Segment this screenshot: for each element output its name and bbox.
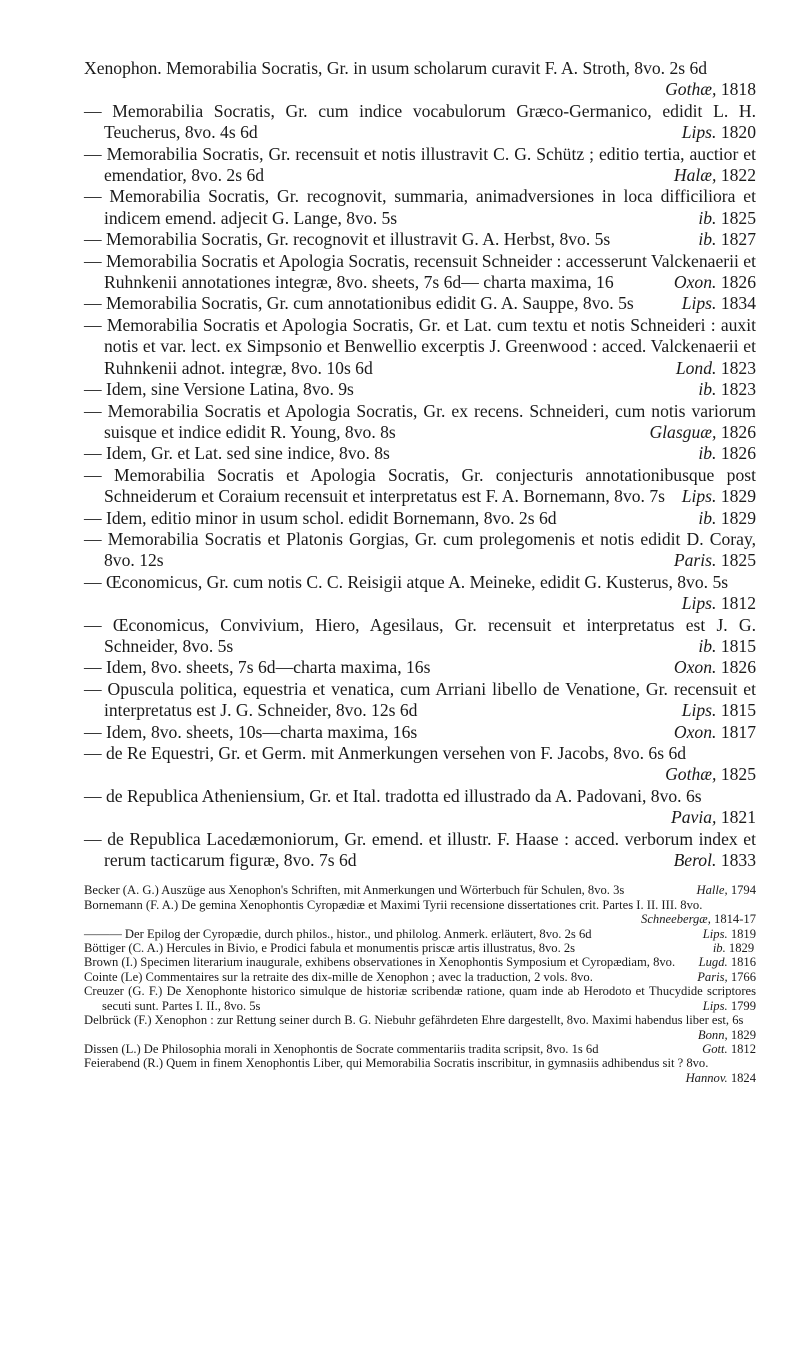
entry-place: Lips. bbox=[702, 998, 728, 1013]
entry-imprint bbox=[673, 721, 756, 743]
entry-text: ——— Der Epilog der Cyropædie, durch philos., histor., und philolog. Anmerk. erläutert, 8vo. 2s 6d bbox=[84, 926, 592, 941]
entry-text: Memorabilia Socratis et Apologia Socratis, Gr. ex recens. Schneideri, cum notis variorum suisque et indice edidit R. Young, 8vo. 8s bbox=[104, 400, 756, 442]
entry-imprint bbox=[697, 1027, 756, 1042]
entry-year: 1827 bbox=[720, 229, 756, 250]
entry-year: 1820 bbox=[720, 122, 756, 143]
catalogue-entry bbox=[84, 443, 756, 464]
entry-text: Becker (A. G.) Auszüge aus Xenophon's Schriften, mit Anmerkungen und Wörterbuch für Schulen, 8vo. 3s bbox=[84, 883, 625, 898]
entry-imprint bbox=[681, 486, 756, 507]
entry-year: 1815 bbox=[720, 635, 756, 656]
entry-imprint bbox=[681, 700, 756, 721]
entry-imprint bbox=[675, 357, 756, 379]
entry-year: 1794 bbox=[730, 883, 756, 898]
catalogue-entry bbox=[84, 657, 756, 678]
entry-place: ib. bbox=[698, 635, 717, 656]
entry-text: Memorabilia Socratis et Platonis Gorgias, Gr. cum prolegomenis et notis edidit D. Coray, 8vo. 12s bbox=[104, 528, 756, 571]
entry-year: 1829 bbox=[728, 941, 755, 956]
entry-dash: — bbox=[84, 186, 102, 207]
entry-dash: — bbox=[84, 571, 102, 592]
entry-year: 1826 bbox=[720, 443, 756, 464]
reference-entry bbox=[84, 898, 756, 927]
entry-place: Lips. bbox=[681, 486, 717, 507]
catalogue-entry bbox=[84, 229, 756, 250]
entry-dash: — bbox=[84, 229, 102, 250]
entry-place: Berol. bbox=[673, 850, 717, 871]
entry-year: 1824 bbox=[730, 1070, 756, 1085]
reference-entry bbox=[84, 1013, 756, 1042]
catalogue-entry bbox=[84, 186, 756, 229]
entry-dash: — bbox=[84, 400, 102, 421]
catalogue-entry bbox=[84, 315, 756, 379]
catalogue-entry bbox=[84, 401, 756, 444]
entry-text: Memorabilia Socratis, Gr. recognovit, summaria, animadversiones in loca difficiliora et indicem emend. adjecit G. Lange, 8vo. 5s bbox=[104, 186, 756, 228]
entry-text: Memorabilia Socratis et Apologia Socratis, Gr. conjecturis annotationibusque post Schneiderum et Coraium recensuit et interpretatus est F. A. Bornemann, 8vo. 7s bbox=[104, 464, 756, 507]
entry-imprint bbox=[681, 593, 756, 614]
secondary-entries bbox=[84, 883, 756, 1085]
reference-entry bbox=[84, 883, 756, 897]
entry-text: Opuscula politica, equestria et venatica, cum Arriani libello de Venatione, Gr. recensuit et interpretatus est J. G. Schneider, 8vo. 12s 6d bbox=[104, 678, 756, 721]
catalogue-entry bbox=[84, 615, 756, 658]
entry-text: Cointe (Le) Commentaires sur la retraite des dix-mille de Xenophon ; avec la traduction, 2 vols. 8vo. bbox=[84, 969, 593, 984]
entry-year: 1826 bbox=[720, 421, 756, 442]
entry-place: ib. bbox=[698, 443, 717, 464]
reference-entry bbox=[84, 1042, 756, 1056]
entry-dash: — bbox=[84, 443, 102, 464]
entry-place: Oxon. bbox=[673, 657, 717, 678]
entry-imprint bbox=[673, 550, 756, 571]
entry-dash: — bbox=[84, 614, 102, 635]
catalogue-entry bbox=[84, 508, 756, 529]
entry-imprint bbox=[702, 926, 756, 941]
entry-imprint bbox=[641, 912, 756, 927]
entry-imprint bbox=[665, 79, 756, 100]
catalogue-entry bbox=[84, 144, 756, 187]
catalogue-entry bbox=[84, 465, 756, 508]
entry-imprint bbox=[696, 883, 756, 898]
entry-year: 1815 bbox=[720, 700, 756, 721]
entry-place: Lips. bbox=[702, 926, 728, 941]
entry-year: 1829 bbox=[730, 1027, 756, 1042]
entry-place: Lips. bbox=[681, 700, 717, 721]
entry-year: 1829 bbox=[720, 507, 756, 528]
entry-dash: — bbox=[84, 379, 102, 400]
entry-place: Lips. bbox=[681, 122, 717, 143]
main-entries bbox=[84, 58, 756, 871]
entry-place: Halæ, bbox=[673, 165, 717, 186]
entry-year: 1829 bbox=[720, 486, 756, 507]
entry-place: ib. bbox=[698, 229, 717, 250]
entry-dash: — bbox=[84, 528, 102, 549]
entry-imprint bbox=[670, 807, 756, 828]
entry-imprint bbox=[665, 764, 756, 785]
entry-text: Memorabilia Socratis, Gr. recognovit et illustravit G. A. Herbst, 8vo. 5s bbox=[106, 229, 611, 250]
entry-year: 1825 bbox=[720, 764, 756, 785]
entry-imprint bbox=[698, 207, 756, 229]
entry-text: Bornemann (F. A.) De gemina Xenophontis Cyropædiæ et Maximi Tyrii recensione dissertationes crit. Partes I. II. III. 8vo. bbox=[84, 897, 703, 912]
entry-imprint bbox=[697, 969, 756, 984]
entry-place: Glasguæ, bbox=[649, 421, 717, 442]
entry-dash: — bbox=[84, 314, 102, 335]
entry-dash: — bbox=[84, 293, 102, 314]
entry-imprint bbox=[698, 443, 756, 464]
entry-place: Lips. bbox=[681, 593, 717, 614]
entry-place: Pavia, bbox=[670, 807, 717, 828]
entry-year: 1812 bbox=[720, 593, 756, 614]
entry-place: Gothæ, bbox=[665, 79, 717, 100]
entry-place: Hannov. bbox=[685, 1070, 728, 1085]
entry-dash: — bbox=[84, 678, 102, 699]
entry-place: ib. bbox=[698, 507, 717, 528]
entry-text: Memorabilia Socratis et Apologia Socratis, recensuit Schneider : accesserunt Valckenaerii et Ruhnkenii annotationes integræ, 8vo. sheets, 7s 6d— charta maxima, 16 bbox=[104, 250, 756, 293]
entry-text: Œconomicus, Convivium, Hiero, Agesilaus, Gr. recensuit et interpretatus est J. G. Schneider, 8vo. 5s bbox=[104, 614, 757, 656]
entry-place: Bonn, bbox=[697, 1027, 728, 1042]
entry-dash: — bbox=[84, 785, 102, 806]
entry-year: 1826 bbox=[720, 657, 756, 678]
entry-text: Memorabilia Socratis, Gr. cum annotationibus edidit G. A. Sauppe, 8vo. 5s bbox=[106, 293, 634, 314]
entry-imprint bbox=[673, 272, 756, 293]
entry-place: Paris, bbox=[697, 969, 728, 984]
entry-year: 1833 bbox=[720, 850, 756, 871]
entry-imprint bbox=[698, 379, 756, 400]
reference-entry bbox=[84, 984, 756, 1013]
catalogue-entry bbox=[84, 722, 756, 743]
entry-text: Feierabend (R.) Quem in finem Xenophontis Liber, qui Memorabilia Socratis inscribitur, in gymnasiis adhibendus sit ? 8vo. bbox=[84, 1056, 709, 1071]
entry-imprint bbox=[649, 421, 756, 443]
catalogue-entry bbox=[84, 529, 756, 572]
entry-imprint bbox=[681, 293, 756, 314]
entry-year: 1825 bbox=[720, 550, 756, 571]
entry-place: ib. bbox=[712, 941, 726, 956]
entry-text: Idem, 8vo. sheets, 7s 6d—charta maxima, 16s bbox=[106, 657, 431, 678]
reference-entry bbox=[84, 941, 756, 955]
entry-year: 1826 bbox=[720, 272, 756, 293]
entry-dash: — bbox=[84, 657, 102, 678]
catalogue-entry bbox=[84, 829, 756, 872]
entry-place: Oxon. bbox=[673, 272, 717, 293]
entry-place: Halle, bbox=[696, 883, 728, 898]
entry-text: Memorabilia Socratis, Gr. cum indice vocabulorum Græco-Germanico, edidit L. H. Teucherus, 8vo. 4s 6d bbox=[104, 100, 756, 143]
entry-imprint bbox=[702, 998, 756, 1013]
entry-year: 1816 bbox=[730, 955, 756, 970]
entry-place: Paris. bbox=[673, 550, 717, 571]
entry-year: 1834 bbox=[720, 293, 756, 314]
entry-dash: — bbox=[84, 743, 102, 763]
entry-place: ib. bbox=[698, 379, 717, 400]
entry-text: Creuzer (G. F.) De Xenophonte historico simulque de historiæ scribendæ ratione, quam inde ab Herodoto et Thucydide scriptores secuti sunt. Partes I. II., 8vo. 5s bbox=[84, 984, 756, 1013]
entry-place: Lond. bbox=[675, 357, 717, 378]
entry-imprint bbox=[685, 1070, 756, 1085]
catalogue-entry bbox=[84, 572, 756, 615]
entry-imprint bbox=[712, 941, 756, 956]
entry-dash: — bbox=[84, 100, 102, 121]
entry-imprint bbox=[702, 1041, 756, 1056]
entry-text: Dissen (L.) De Philosophia morali in Xenophontis de Socrate commentariis tradita scripsit, 8vo. 1s 6d bbox=[84, 1041, 599, 1056]
entry-place: Lips. bbox=[681, 293, 717, 314]
entry-year: 1821 bbox=[720, 807, 756, 828]
entry-imprint bbox=[698, 507, 756, 529]
entry-text: Memorabilia Socratis et Apologia Socratis, Gr. et Lat. cum textu et notis Schneideri : auxit notis et var. lect. ex Simpsonio et Benwellio excerptis J. Greenwood : acced. Valckenaerii et Ruhnkenii adnot. integræ, 8vo. 10s 6d bbox=[104, 314, 756, 378]
catalogue-entry bbox=[84, 379, 756, 400]
entry-dash: — bbox=[84, 143, 102, 164]
entry-imprint bbox=[673, 657, 756, 678]
entry-year: 1817 bbox=[720, 721, 756, 742]
entry-place: Lugd. bbox=[698, 955, 728, 970]
reference-entry bbox=[84, 970, 756, 984]
entry-text: Œconomicus, Gr. cum notis C. C. Reisigii atque A. Meineke, edidit G. Kusterus, 8vo. 5s bbox=[106, 571, 729, 592]
entry-text: Idem, Gr. et Lat. sed sine indice, 8vo. 8s bbox=[106, 443, 390, 464]
entry-text: Memorabilia Socratis, Gr. recensuit et notis illustravit C. G. Schütz ; editio tertia, auctior et emendatior, 8vo. 2s 6d bbox=[104, 143, 756, 186]
entry-year: 1823 bbox=[720, 379, 756, 400]
entry-text: de Republica Lacedæmoniorum, Gr. emend. et illustr. F. Haase : acced. verborum index et rerum tacticarum figuræ, 8vo. 7s 6d bbox=[104, 828, 757, 871]
entry-imprint bbox=[698, 635, 756, 657]
entry-place: Schneebergæ, bbox=[641, 912, 711, 927]
entry-text: Brown (I.) Specimen literarium inaugurale, exhibens observationes in Xenophontis Symposium et Cyropædiam, 8vo. bbox=[84, 955, 676, 970]
entry-text: Böttiger (C. A.) Hercules in Bivio, e Prodici fabula et monumentis priscæ artis illustratus, 8vo. 2s bbox=[84, 941, 576, 956]
entry-place: Gott. bbox=[702, 1041, 728, 1056]
entry-dash: — bbox=[84, 507, 102, 528]
entry-year: 1822 bbox=[720, 165, 756, 186]
entry-dash: — bbox=[84, 464, 102, 485]
entry-text: de Re Equestri, Gr. et Germ. mit Anmerkungen versehen von F. Jacobs, 8vo. 6s 6d bbox=[106, 743, 687, 763]
entry-year: 1799 bbox=[730, 998, 756, 1013]
catalogue-entry bbox=[84, 679, 756, 722]
entry-year: 1819 bbox=[730, 926, 756, 941]
entry-text: Delbrück (F.) Xenophon : zur Rettung seiner durch B. G. Niebuhr gefährdeten Ehre dargestellt, 8vo. Maximi habendus liber est, 6s bbox=[84, 1013, 744, 1028]
entry-place: Gothæ, bbox=[665, 764, 717, 785]
entry-text: de Republica Atheniensium, Gr. et Ital. tradotta ed illustrado da A. Padovani, 8vo. 6s bbox=[106, 785, 702, 806]
catalogue-entry bbox=[84, 786, 756, 829]
entry-text: Idem, 8vo. sheets, 10s—charta maxima, 16s bbox=[106, 721, 418, 742]
entry-imprint bbox=[681, 122, 756, 143]
entry-year: 1766 bbox=[730, 969, 756, 984]
reference-entry bbox=[84, 955, 756, 969]
entry-dash: — bbox=[84, 721, 102, 742]
entry-imprint bbox=[698, 229, 756, 250]
catalogue-entry bbox=[84, 58, 756, 101]
entry-year: 1823 bbox=[720, 357, 756, 378]
reference-entry bbox=[84, 927, 756, 941]
catalogue-entry bbox=[84, 251, 756, 294]
entry-dash: — bbox=[84, 828, 102, 849]
entry-text: Idem, editio minor in usum schol. edidit Bornemann, 8vo. 2s 6d bbox=[106, 507, 557, 528]
entry-imprint bbox=[673, 850, 756, 871]
entry-year: 1818 bbox=[720, 79, 756, 100]
entry-text: Xenophon. Memorabilia Socratis, Gr. in usum scholarum curavit F. A. Stroth, 8vo. 2s 6d bbox=[84, 58, 708, 78]
catalogue-entry bbox=[84, 293, 756, 314]
entry-place: ib. bbox=[698, 207, 717, 228]
entry-imprint bbox=[673, 165, 756, 186]
entry-year: 1825 bbox=[720, 207, 756, 228]
entry-dash: — bbox=[84, 250, 102, 271]
catalogue-entry bbox=[84, 101, 756, 144]
entry-place: Oxon. bbox=[673, 721, 717, 742]
catalogue-entry bbox=[84, 743, 756, 786]
entry-imprint bbox=[698, 955, 756, 970]
entry-year: 1812 bbox=[730, 1041, 756, 1056]
entry-text: Idem, sine Versione Latina, 8vo. 9s bbox=[106, 379, 354, 400]
entry-year: 1814-17 bbox=[714, 912, 756, 927]
reference-entry bbox=[84, 1056, 756, 1085]
